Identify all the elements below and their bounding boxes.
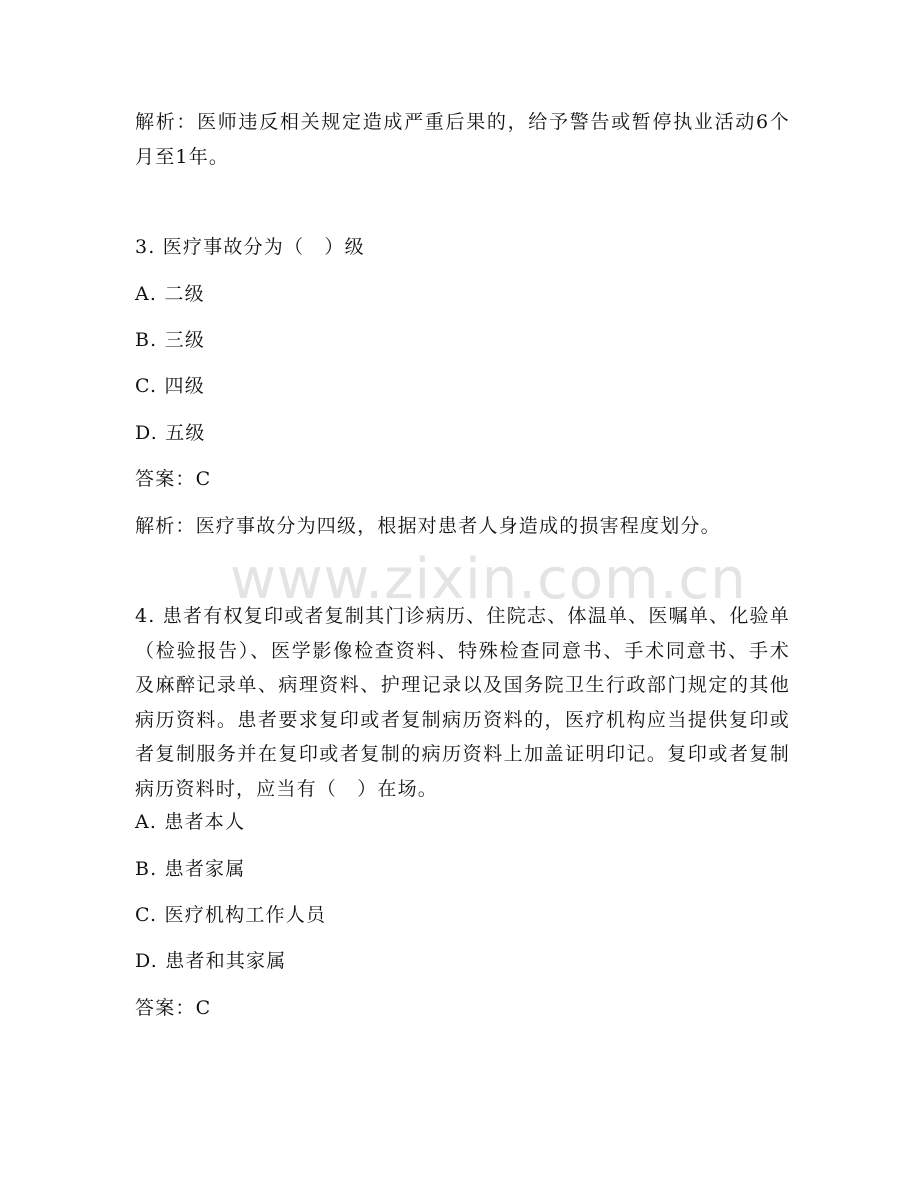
- question-3-stem: 3. 医疗事故分为（ ）级: [135, 236, 365, 258]
- question-4-option-b: B. 患者家属: [135, 858, 246, 880]
- question-4-option-c: C. 医疗机构工作人员: [135, 904, 327, 926]
- question-4-option-d: D. 患者和其家属: [135, 950, 287, 972]
- question-3-option-c: C. 四级: [135, 375, 205, 397]
- watermark: www.zixin.com.cn: [230, 547, 747, 612]
- question-3-option-a: A. 二级: [135, 283, 205, 305]
- question-4-answer: 答案：C: [135, 997, 212, 1019]
- question-4-option-a: A. 患者本人: [135, 811, 246, 833]
- question-3-option-d: D. 五级: [135, 422, 206, 444]
- prev-question-explanation: 解析：医师违反相关规定造成严重后果的，给予警告或暂停执业活动6个月至1年。: [135, 111, 790, 168]
- question-4-stem: 4. 患者有权复印或者复制其门诊病历、住院志、体温单、医嘱单、化验单（检验报告）、医学影像检查资料、特殊检查同意书、手术同意书、手术及麻醉记录单、病理资料、护理记录以及国务院卫生行政部门规定的其他病历资料。患者要求复印或者复制病历资料的，医疗机构应当提供复印或者复制服务并在复印或者复制的病历资料上加盖证明印记。复印或者复制病历资料时，应当有（ ）在场。: [135, 605, 790, 800]
- question-3-option-b: B. 三级: [135, 329, 206, 351]
- question-3-answer: 答案：C: [135, 468, 212, 490]
- question-3-explanation: 解析：医疗事故分为四级，根据对患者人身造成的损害程度划分。: [135, 515, 721, 537]
